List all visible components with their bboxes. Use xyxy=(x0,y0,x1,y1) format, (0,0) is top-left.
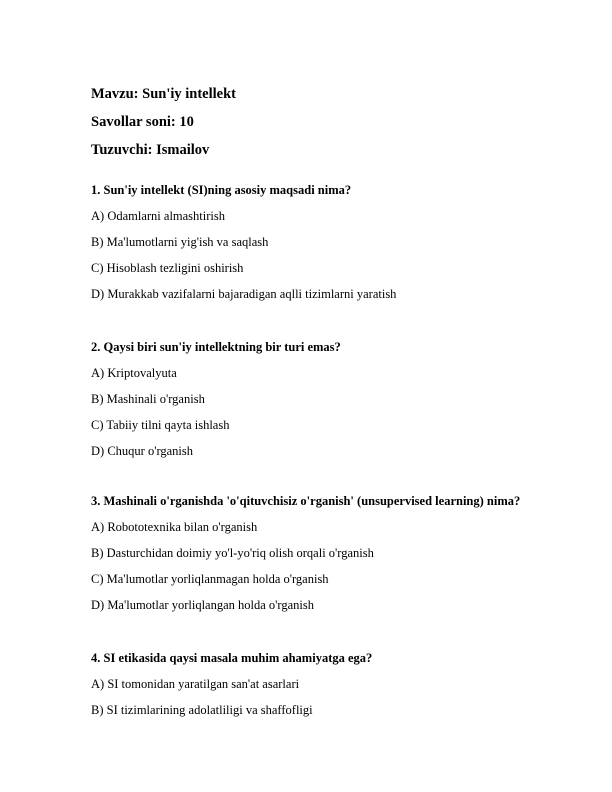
question-2-option-b: B) Mashinali o'rganish xyxy=(91,392,205,406)
question-2-option-c: C) Tabiiy tilni qayta ishlash xyxy=(91,418,230,432)
topic-line: Mavzu: Sun'iy intellekt xyxy=(91,86,237,102)
question-3-option-c: C) Ma'lumotlar yorliqlanmagan holda o'rganish xyxy=(91,572,329,586)
question-1: 1. Sun'iy intellekt (SI)ning asosiy maqsadi nima? xyxy=(91,183,352,197)
question-1-option-d: D) Murakkab vazifalarni bajaradigan aqlli tizimlarni yaratish xyxy=(91,287,397,301)
question-2-option-a: A) Kriptovalyuta xyxy=(91,366,177,380)
question-2-option-d: D) Chuqur o'rganish xyxy=(91,444,194,458)
question-4-option-b: B) SI tizimlarining adolatliligi va shaffofligi xyxy=(91,703,313,717)
author-line: Tuzuvchi: Ismailov xyxy=(91,142,210,158)
question-3-option-d: D) Ma'lumotlar yorliqlangan holda o'rganish xyxy=(91,598,314,612)
question-1-option-c: C) Hisoblash tezligini oshirish xyxy=(91,261,244,275)
question-3-option-b: B) Dasturchidan doimiy yo'l-yo'riq olish orqali o'rganish xyxy=(91,546,374,560)
question-1-option-b: B) Ma'lumotlarni yig'ish va saqlash xyxy=(91,235,269,249)
question-3-option-a: A) Robototexnika bilan o'rganish xyxy=(91,520,258,534)
question-count-line: Savollar soni: 10 xyxy=(91,114,194,130)
question-4-option-a: A) SI tomonidan yaratilgan san'at asarlari xyxy=(91,677,300,691)
question-4: 4. SI etikasida qaysi masala muhim ahamiyatga ega? xyxy=(91,651,373,665)
question-3: 3. Mashinali o'rganishda 'o'qituvchisiz o'rganish' (unsupervised learning) nima? xyxy=(91,494,521,508)
question-2: 2. Qaysi biri sun'iy intellektning bir turi emas? xyxy=(91,340,341,354)
question-1-option-a: A) Odamlarni almashtirish xyxy=(91,209,225,223)
